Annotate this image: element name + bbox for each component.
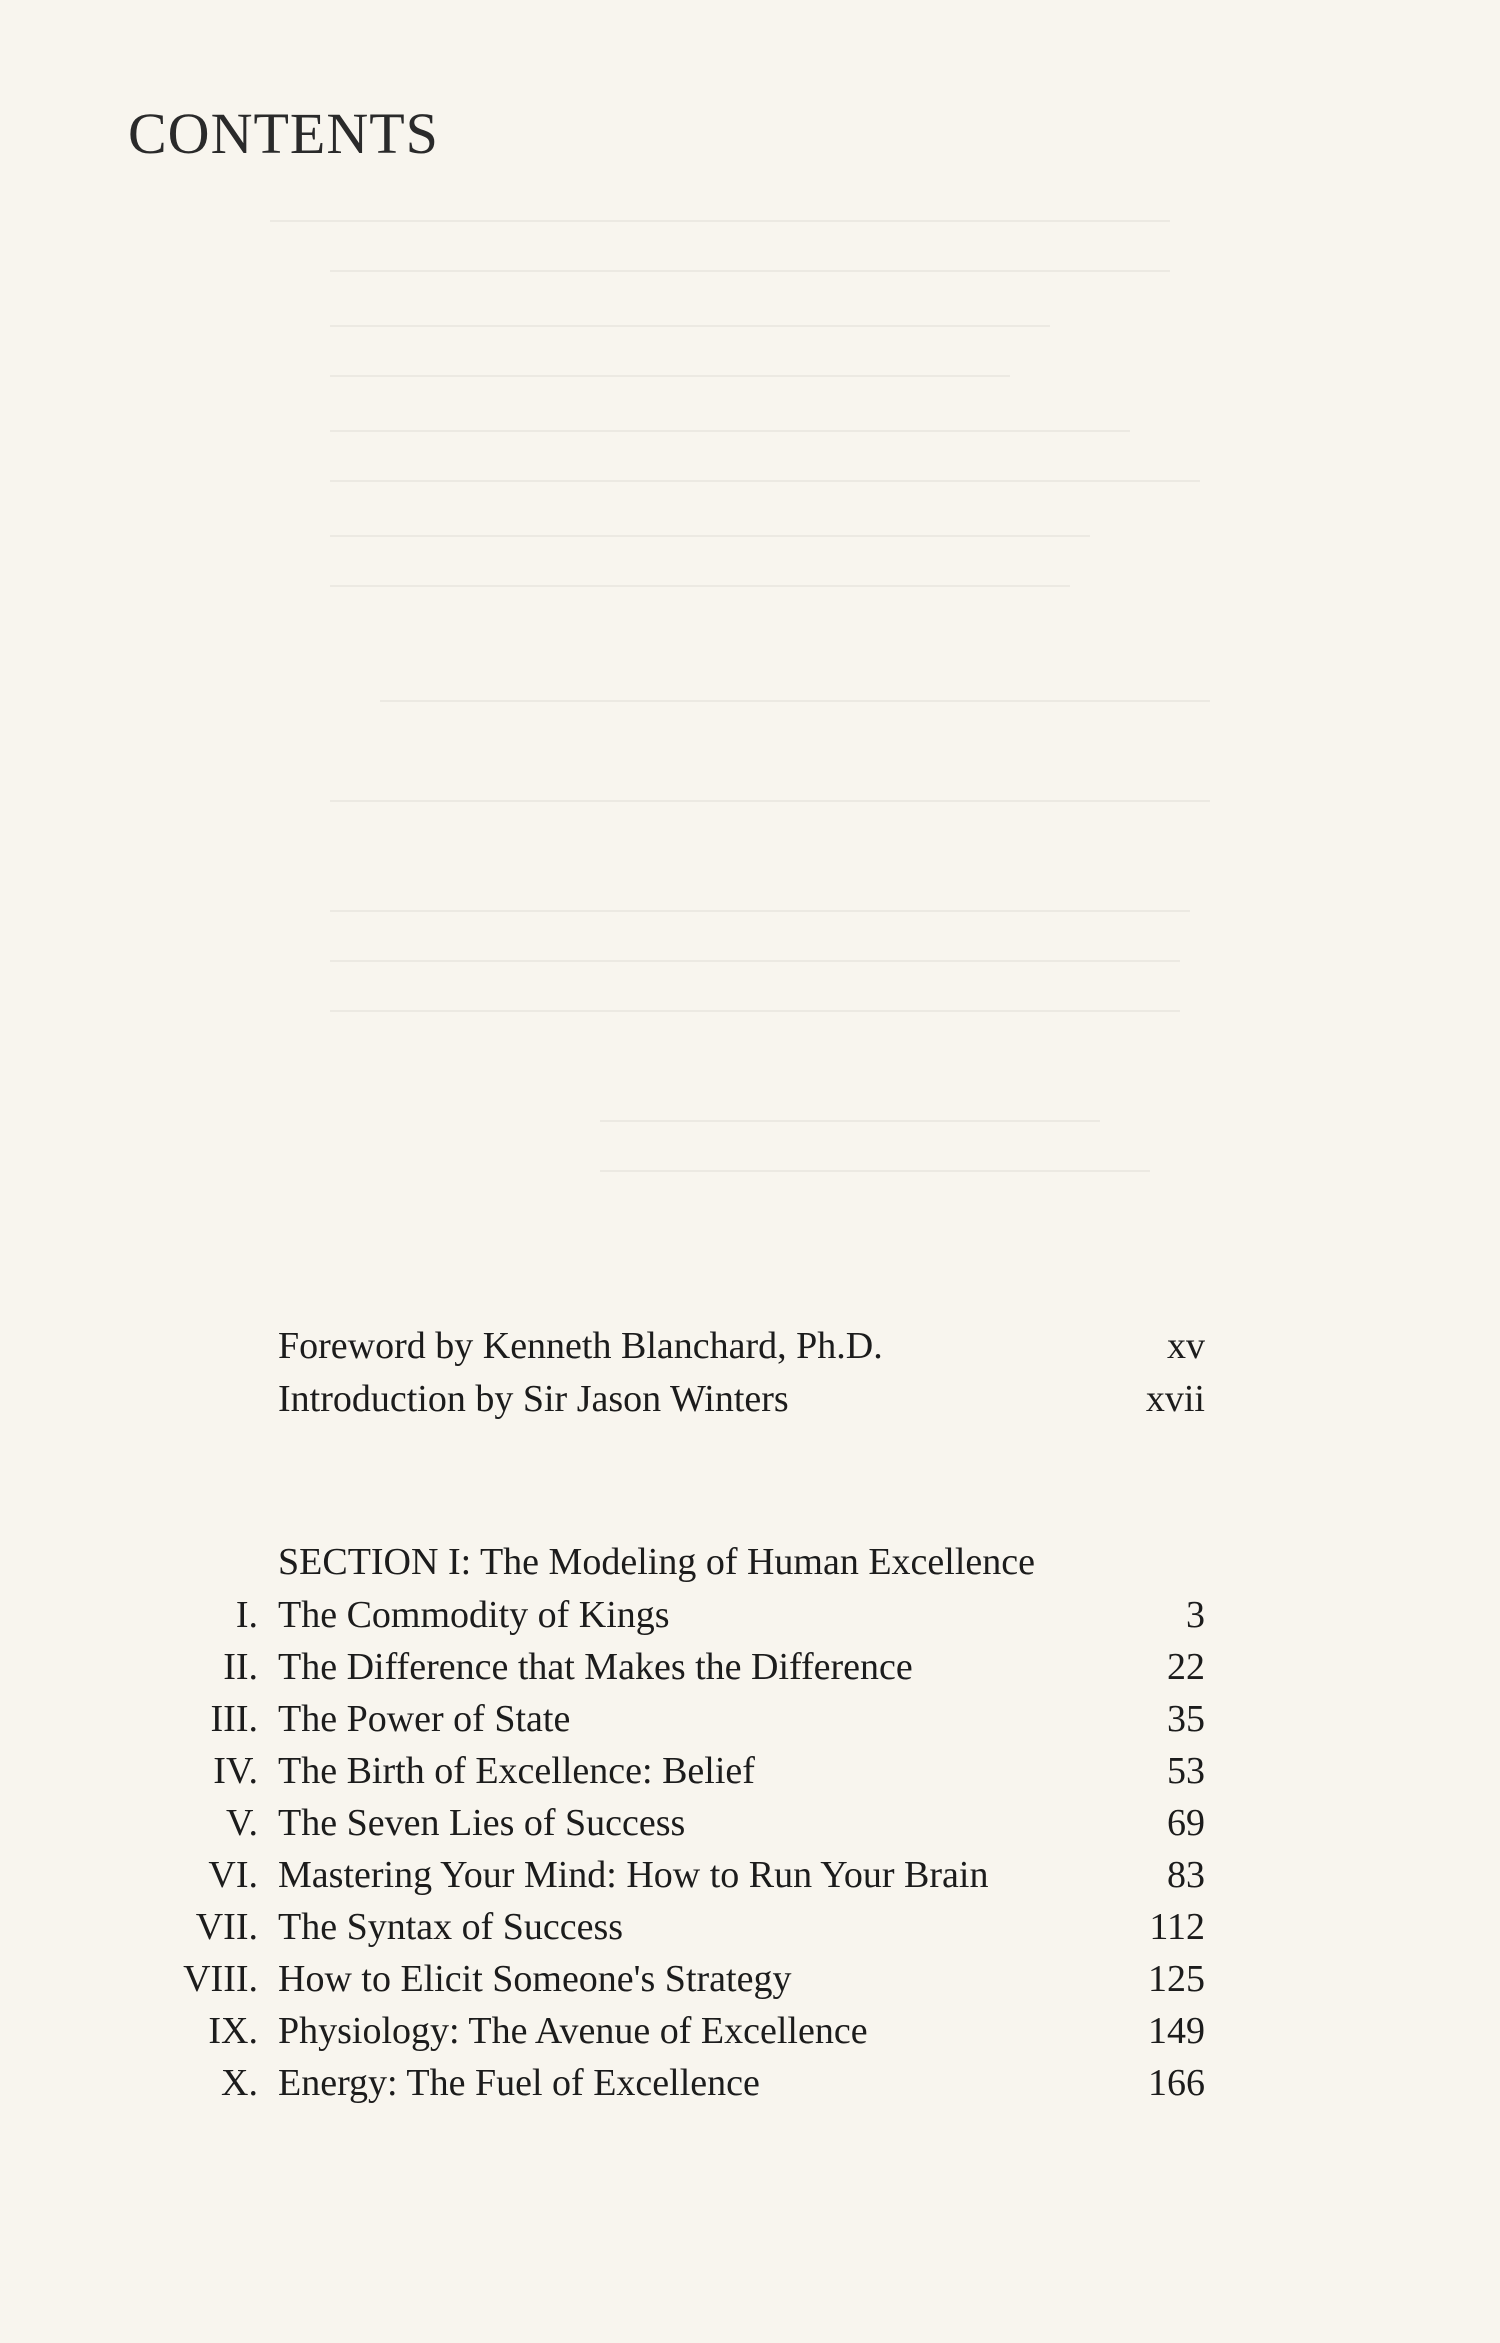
toc-entry-label: The Power of State bbox=[278, 1698, 571, 1740]
toc-row-chapter[interactable] bbox=[0, 1693, 1500, 1745]
toc-entry-label: Introduction by Sir Jason Winters bbox=[278, 1378, 789, 1420]
toc-entry-label: The Commodity of Kings bbox=[278, 1594, 670, 1636]
toc-row-introduction[interactable] bbox=[0, 1373, 1500, 1425]
toc-page-number: 3 bbox=[1186, 1594, 1205, 1636]
toc-entry-label: Foreword by Kenneth Blanchard, Ph.D. bbox=[278, 1325, 883, 1367]
toc-row-chapter[interactable] bbox=[0, 1849, 1500, 1901]
chapter-number: II. bbox=[223, 1646, 258, 1688]
toc-page-number: 83 bbox=[1167, 1854, 1205, 1896]
toc-page-number: 35 bbox=[1167, 1698, 1205, 1740]
toc-row-chapter[interactable] bbox=[0, 2005, 1500, 2057]
toc-entry-label: Energy: The Fuel of Excellence bbox=[278, 2062, 760, 2104]
toc-page-number: 112 bbox=[1149, 1906, 1205, 1948]
chapter-number: IV. bbox=[213, 1750, 258, 1792]
toc-page-number: 149 bbox=[1148, 2010, 1205, 2052]
toc-row-chapter[interactable] bbox=[0, 1589, 1500, 1641]
chapter-number: VII. bbox=[195, 1906, 258, 1948]
toc-entry-label: The Syntax of Success bbox=[278, 1906, 624, 1948]
page-title: CONTENTS bbox=[128, 101, 439, 166]
toc-row-chapter[interactable] bbox=[0, 1901, 1500, 1953]
toc-page-number: 125 bbox=[1148, 1958, 1205, 2000]
chapter-number: III. bbox=[210, 1698, 258, 1740]
chapter-number: VIII. bbox=[183, 1958, 258, 2000]
toc-entry-label: The Birth of Excellence: Belief bbox=[278, 1750, 755, 1792]
toc-page-number: 166 bbox=[1148, 2062, 1205, 2104]
toc-row-chapter[interactable] bbox=[0, 2057, 1500, 2109]
chapter-number: V. bbox=[225, 1802, 258, 1844]
toc-entry-label: Physiology: The Avenue of Excellence bbox=[278, 2010, 868, 2052]
chapter-number: I. bbox=[235, 1594, 258, 1636]
toc-page-number: 69 bbox=[1167, 1802, 1205, 1844]
toc-row-chapter[interactable] bbox=[0, 1797, 1500, 1849]
chapter-number: X. bbox=[221, 2062, 258, 2104]
section-heading: SECTION I: The Modeling of Human Excellence bbox=[278, 1541, 1035, 1583]
toc-page-number: xvii bbox=[1145, 1378, 1205, 1420]
toc-page-number: xv bbox=[1167, 1325, 1205, 1367]
toc-page-number: 22 bbox=[1167, 1646, 1205, 1688]
toc-row-chapter[interactable] bbox=[0, 1641, 1500, 1693]
toc-entry-label: How to Elicit Someone's Strategy bbox=[278, 1958, 792, 2000]
toc-page-number: 53 bbox=[1167, 1750, 1205, 1792]
toc-entry-label: The Seven Lies of Success bbox=[278, 1802, 686, 1844]
toc-row-chapter[interactable] bbox=[0, 1953, 1500, 2005]
toc-entry-label: The Difference that Makes the Difference bbox=[278, 1646, 913, 1688]
chapter-number: IX. bbox=[208, 2010, 258, 2052]
chapter-number: VI. bbox=[208, 1854, 258, 1896]
toc-row-foreword[interactable] bbox=[0, 1320, 1500, 1372]
toc-entry-label: Mastering Your Mind: How to Run Your Brain bbox=[278, 1854, 989, 1896]
toc-row-chapter[interactable] bbox=[0, 1745, 1500, 1797]
